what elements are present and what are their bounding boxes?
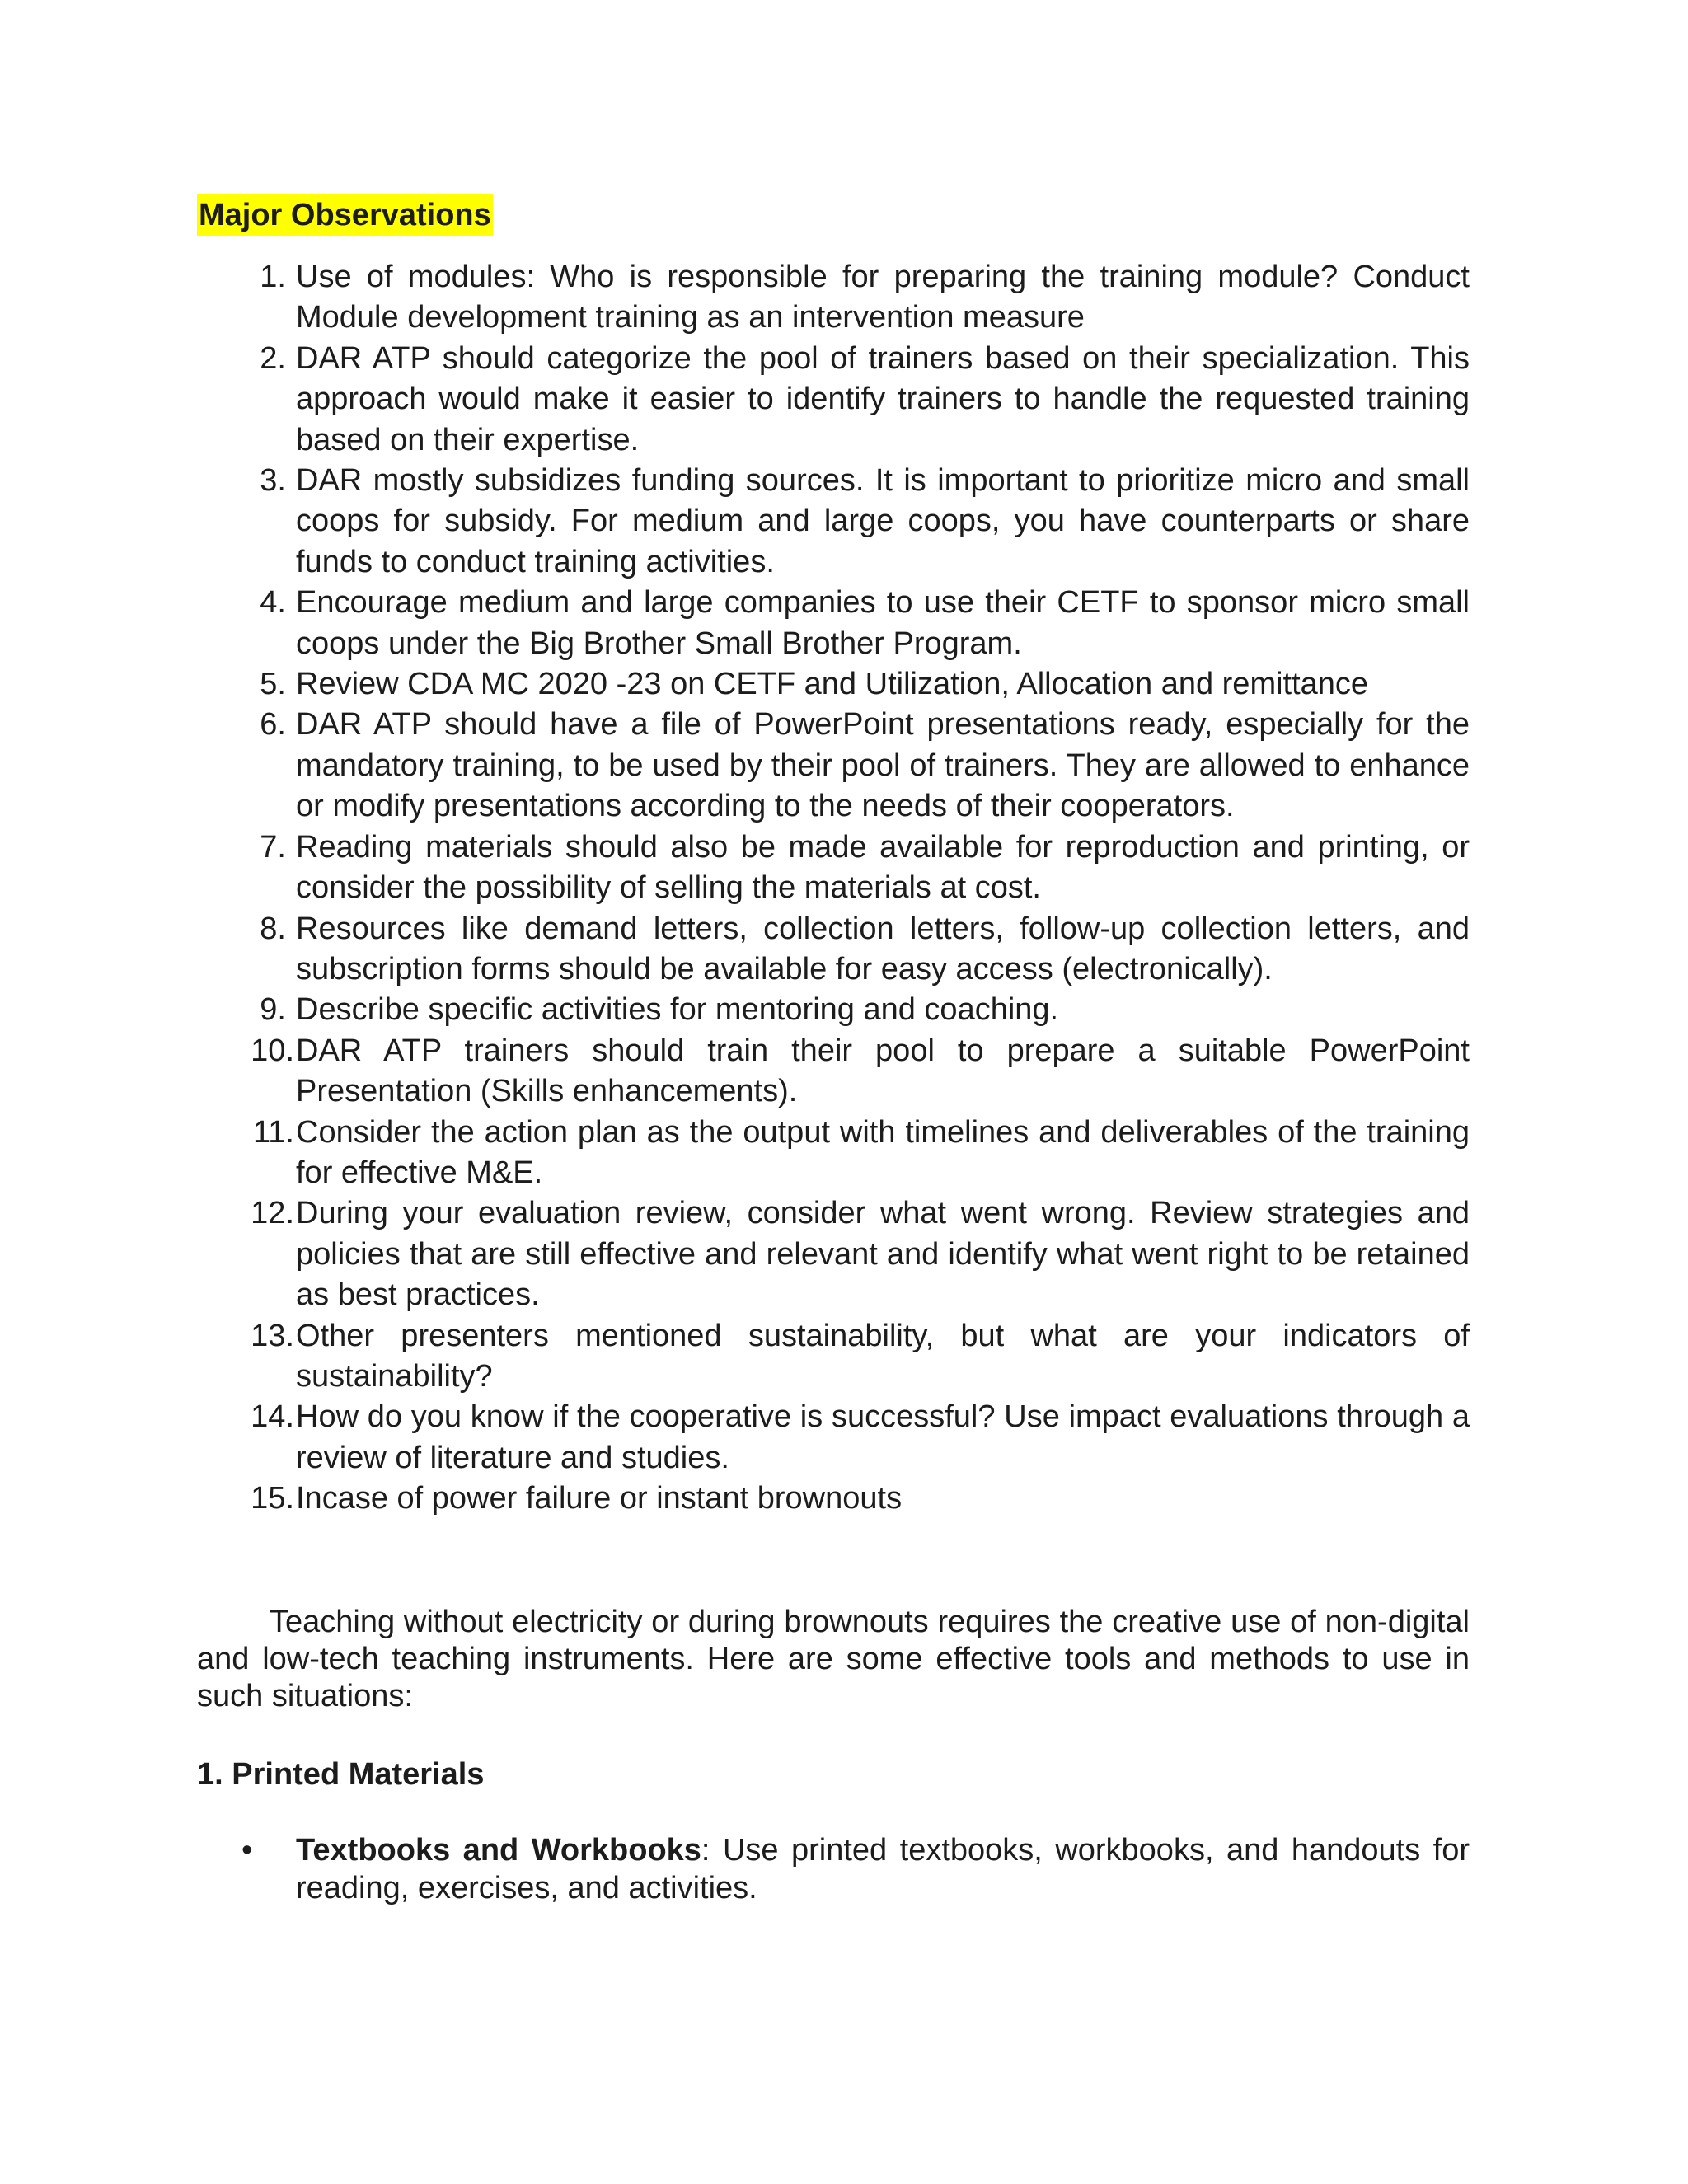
item-number: 3. xyxy=(260,463,286,499)
bullet-icon: • xyxy=(241,1833,253,1868)
printed-materials-list xyxy=(197,1831,1470,1907)
item-text: Other presenters mentioned sustainability, but what are your indicators of sustainability? xyxy=(296,1318,1470,1394)
item-text: Describe specific activities for mentoring and coaching. xyxy=(296,992,1059,1028)
observation-item xyxy=(197,583,1470,664)
item-number: 12. xyxy=(251,1196,294,1231)
observation-item xyxy=(197,1031,1470,1113)
observation-item xyxy=(197,1479,1470,1519)
major-observations-heading: Major Observations xyxy=(197,194,493,236)
bullet-item xyxy=(197,1831,1470,1907)
item-number: 7. xyxy=(260,829,286,865)
item-number: 13. xyxy=(251,1318,294,1353)
bullet-text xyxy=(296,1831,1470,1907)
observation-item xyxy=(197,664,1470,705)
item-text: Use of modules: Who is responsible for preparing the training module? Conduct Module development training as an intervention measure xyxy=(296,260,1470,335)
observations-list xyxy=(197,257,1470,1520)
intro-paragraph: Teaching without electricity or during brownouts requires the creative use of non-digital and low-tech teaching instruments. Here are some effective tools and methods to use in such situations: xyxy=(197,1605,1470,1713)
item-number: 15. xyxy=(251,1481,294,1516)
item-text: Reading materials should also be made available for reproduction and printing, or consider the possibility of selling the materials at cost. xyxy=(296,829,1470,906)
item-text: DAR ATP should categorize the pool of trainers based on their specialization. This approach would make it easier to identify trainers to handle the requested training based on their expertise. xyxy=(296,340,1470,457)
observation-item xyxy=(197,1193,1470,1315)
item-text: Consider the action plan as the output with timelines and deliverables of the training for effective M&E. xyxy=(296,1114,1470,1190)
observation-item xyxy=(197,461,1470,583)
item-text: Encourage medium and large companies to use their CETF to sponsor micro small coops under the Big Brother Small Brother Program. xyxy=(296,585,1470,661)
item-text: DAR mostly subsidizes funding sources. It is important to prioritize micro and small coops for subsidy. For medium and large coops, you have counterparts or share funds to conduct training activities. xyxy=(296,463,1470,579)
item-number: 8. xyxy=(260,911,286,946)
item-number: 10. xyxy=(251,1033,294,1068)
observation-item xyxy=(197,990,1470,1030)
observation-item xyxy=(197,705,1470,827)
observation-item xyxy=(197,1113,1470,1194)
bullet-description: : Use printed textbooks, workbooks, and handouts for reading, exercises, and activities. xyxy=(296,1833,1470,1905)
observation-item xyxy=(197,827,1470,909)
item-text: Review CDA MC 2020 -23 on CETF and Utilization, Allocation and remittance xyxy=(296,667,1369,702)
observation-item xyxy=(197,1397,1470,1479)
item-number: 6. xyxy=(260,707,286,743)
section-heading-printed-materials: 1. Printed Materials xyxy=(197,1757,485,1792)
observation-item xyxy=(197,257,1470,339)
item-number: 2. xyxy=(260,340,286,376)
item-number: 5. xyxy=(260,667,286,702)
bullet-term: Textbooks and Workbooks xyxy=(296,1833,701,1868)
item-number: 14. xyxy=(251,1399,294,1435)
item-number: 11. xyxy=(252,1114,294,1150)
item-text: Incase of power failure or instant brownouts xyxy=(296,1481,903,1516)
item-number: 1. xyxy=(260,260,286,294)
item-number: 4. xyxy=(260,585,286,621)
item-text: DAR ATP trainers should train their pool to prepare a suitable PowerPoint Presentation (Skills enhancements). xyxy=(296,1033,1470,1109)
observation-item xyxy=(197,909,1470,991)
item-text: Resources like demand letters, collection letters, follow-up collection letters, and subscription forms should be available for easy access (electronically). xyxy=(296,911,1470,987)
item-number: 9. xyxy=(260,992,286,1028)
item-text: DAR ATP should have a file of PowerPoint presentations ready, especially for the mandatory training, to be used by their pool of trainers. They are allowed to enhance or modify presentations according to the needs of their cooperators. xyxy=(296,707,1470,824)
item-text: How do you know if the cooperative is successful? Use impact evaluations through a review of literature and studies. xyxy=(296,1399,1470,1475)
observation-item xyxy=(197,1316,1470,1398)
item-text: During your evaluation review, consider what went wrong. Review strategies and policies that are still effective and relevant and identify what went right to be retained as best practices. xyxy=(296,1196,1470,1313)
observation-item xyxy=(197,339,1470,461)
